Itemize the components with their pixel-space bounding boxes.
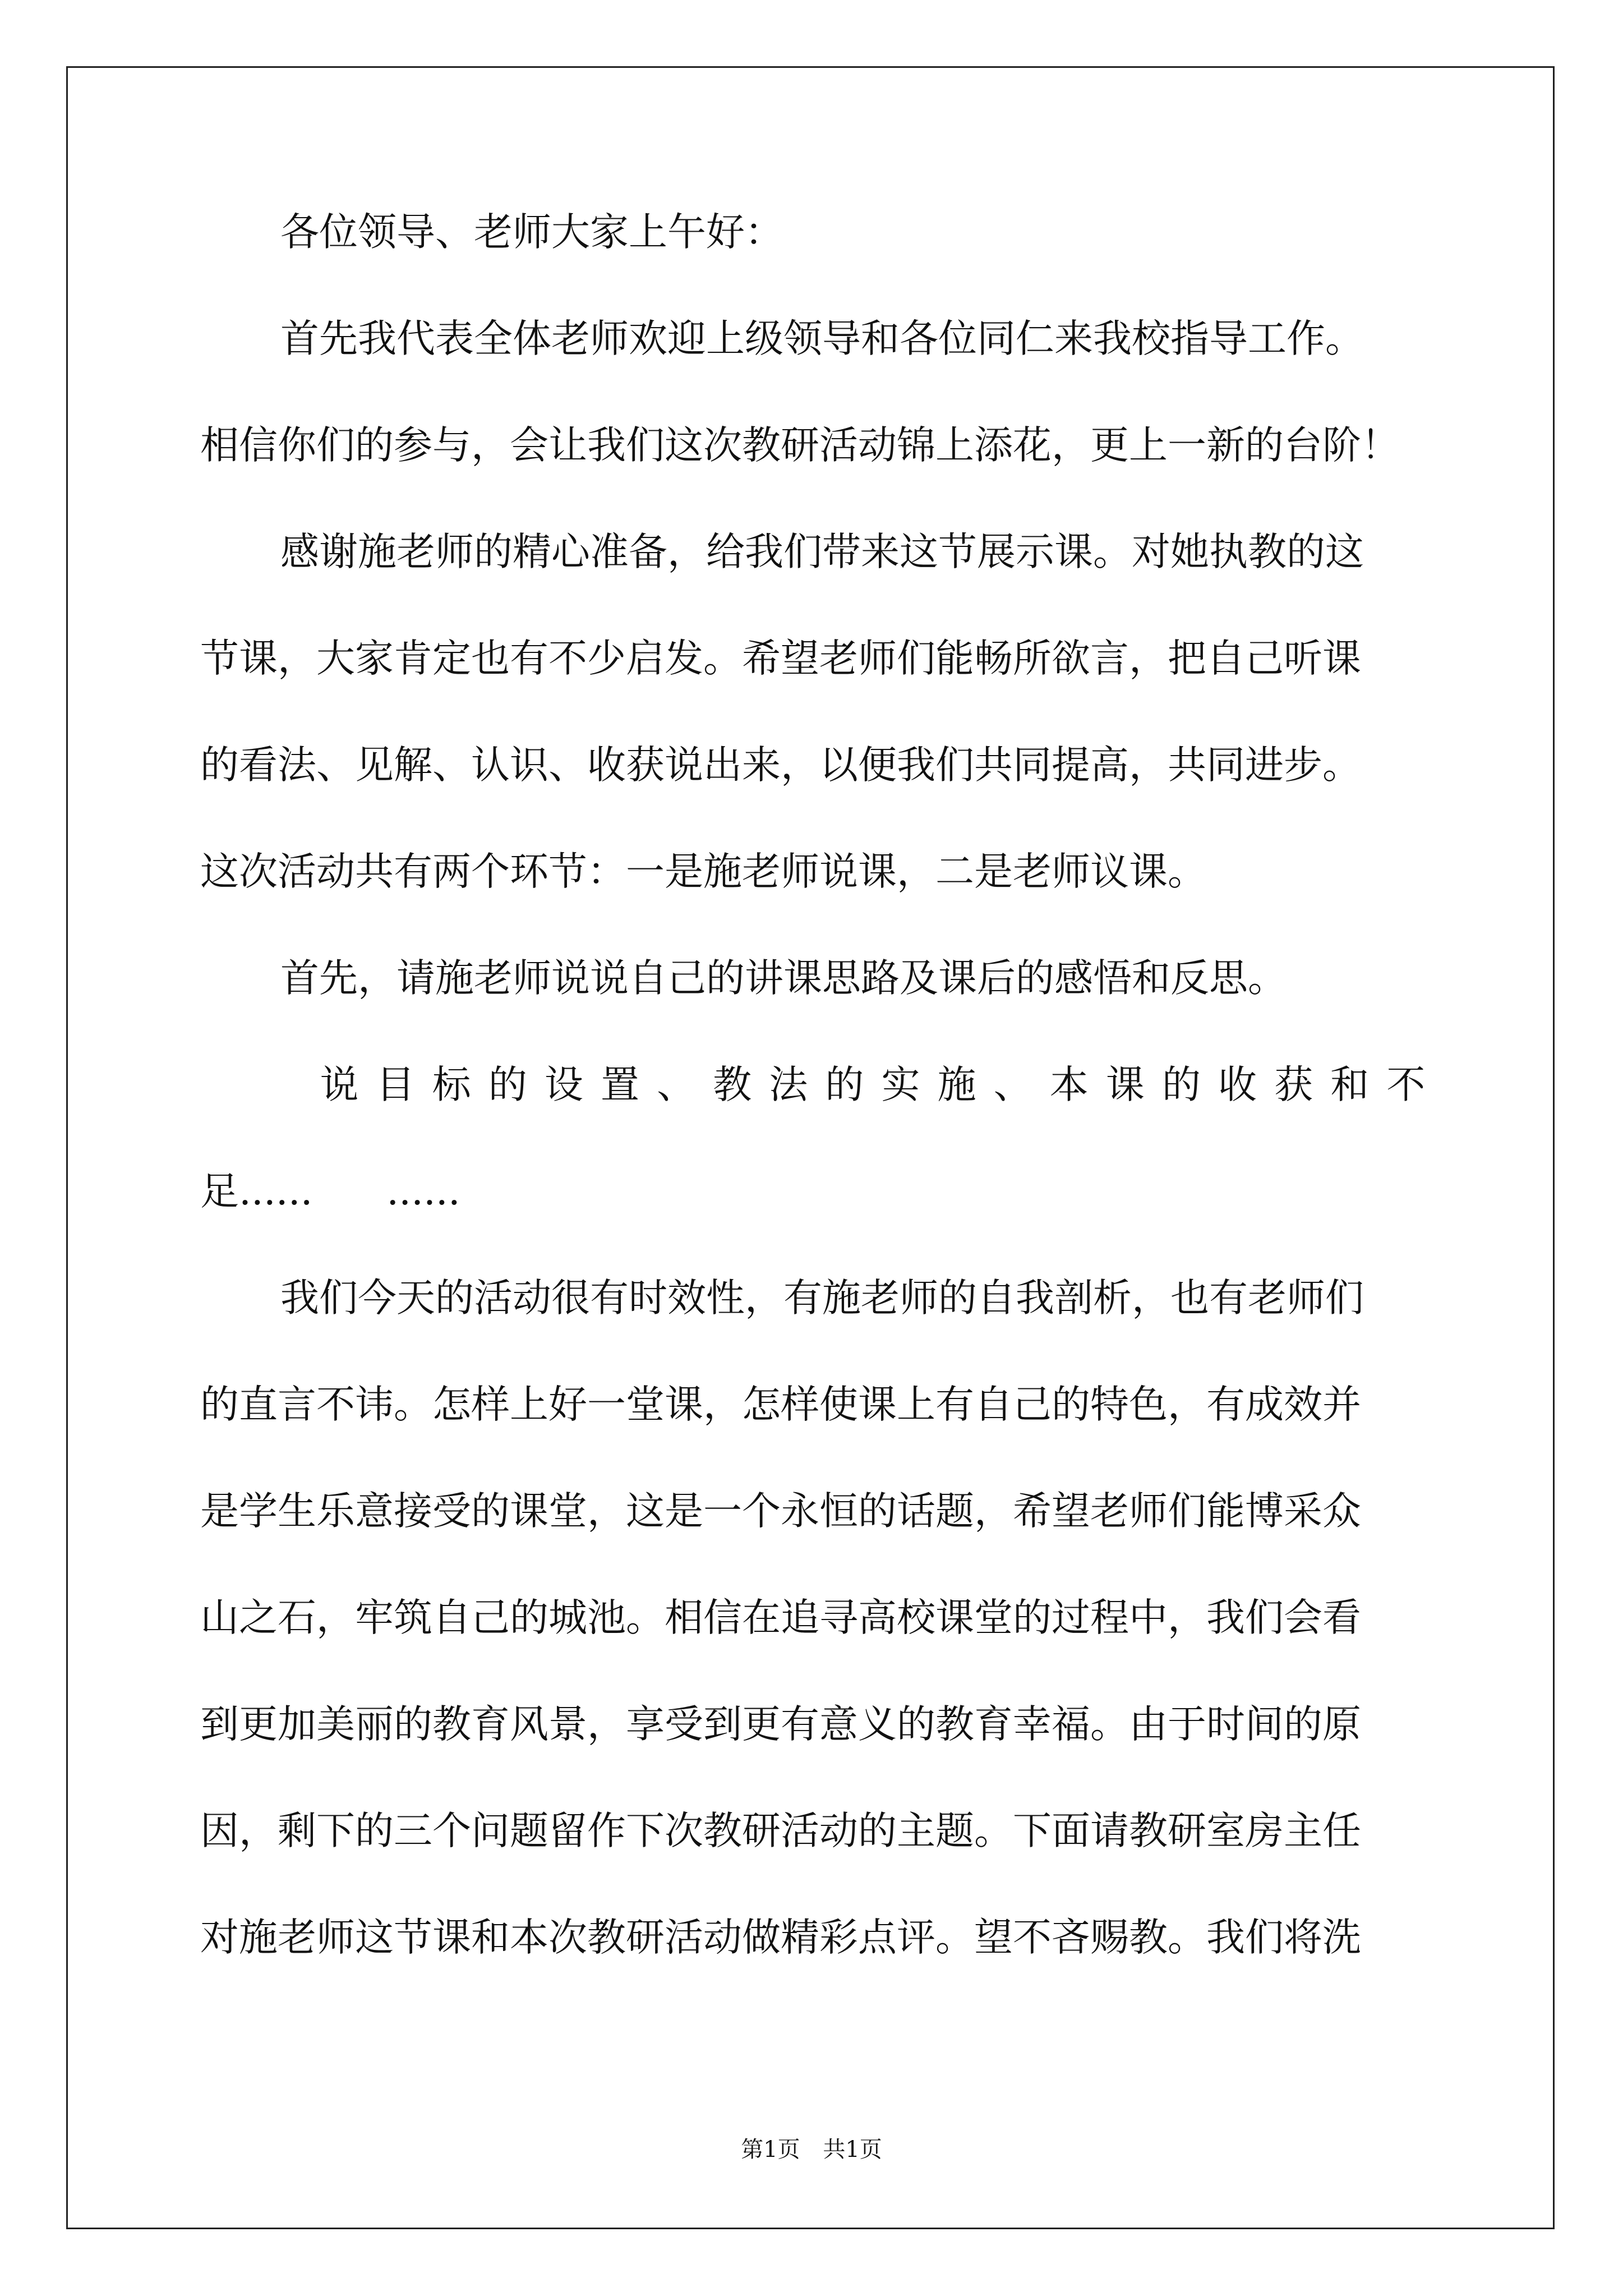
text-line: 节课，大家肯定也有不少启发。希望老师们能畅所欲言，把自己听课 [200,636,1361,681]
text-line: 首先，请施老师说说自己的讲课思路及课后的感悟和反思。 [280,956,1287,1001]
text-line: 因，剩下的三个问题留作下次教研活动的主题。下面请教研室房主任 [200,1809,1361,1853]
text-line: 感谢施老师的精心准备，给我们带来这节展示课。对她执教的这 [280,530,1364,574]
text-line: 我们今天的活动很有时效性，有施老师的自我剖析，也有老师们 [280,1276,1364,1320]
text-line: 是学生乐意接受的课堂，这是一个永恒的话题，希望老师们能博采众 [200,1489,1361,1534]
text-line: 山之石，牢筑自己的城池。相信在追寻高校课堂的过程中，我们会看 [200,1595,1361,1640]
text-line: 各位领导、老师大家上午好： [280,210,783,255]
page-border [66,66,1555,2229]
page-number: 第1页 [741,2137,800,2162]
text-line: 足...... ...... [200,1169,460,1214]
text-line: 的看法、见解、认识、收获说出来，以便我们共同提高，共同进步。 [200,743,1361,788]
text-line-spaced: 说 目 标 的 设 置 、 教 法 的 实 施 、 本 课 的 收 获 和 不 [320,1062,1426,1107]
text-line: 首先我代表全体老师欢迎上级领导和各位同仁来我校指导工作。 [280,316,1364,361]
text-line: 这次活动共有两个环节：一是施老师说课，二是老师议课。 [200,849,1206,894]
text-line: 到更加美丽的教育风景，享受到更有意义的教育幸福。由于时间的原 [200,1702,1361,1747]
page-footer [0,2132,1623,2164]
text-line: 相信你们的参与，会让我们这次教研活动锦上添花，更上一新的台阶！ [200,423,1400,468]
text-line: 的直言不讳。怎样上好一堂课，怎样使课上有自己的特色，有成效并 [200,1382,1361,1427]
text-line: 对施老师这节课和本次教研活动做精彩点评。望不吝赐教。我们将洗 [200,1915,1361,1960]
page-total: 共1页 [823,2137,882,2162]
